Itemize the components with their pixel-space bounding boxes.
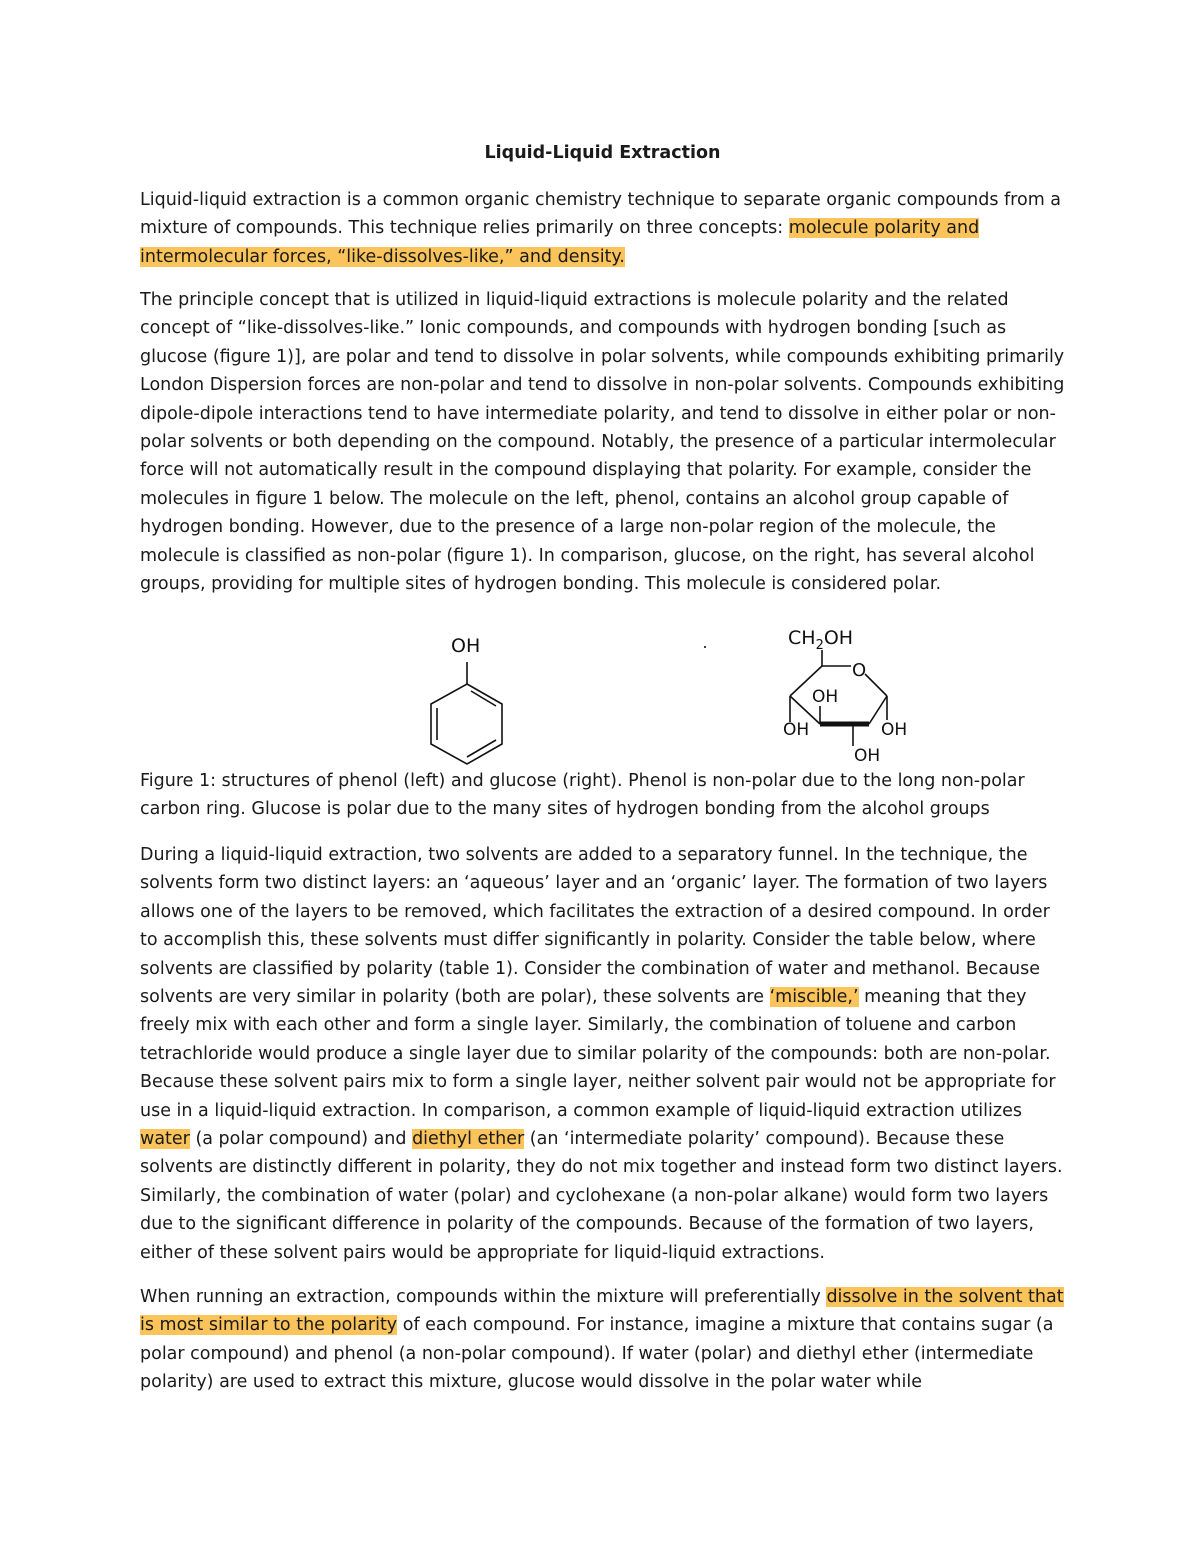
glucose-oh-top-label: OH [812,687,839,707]
figure-1-caption [140,767,1065,824]
highlighted-text: ‘miscible,’ [769,987,859,1008]
phenol-structure [431,662,502,764]
paragraph-running-extraction [140,1283,1065,1397]
document-title: Liquid-Liquid Extraction [484,143,721,163]
text-run: (an ‘intermediate polarity’ compound). Because these solvents are distinctly different in polarity, they do not mix together and instead form two distinct layers. Similarly, the combination of water (polar) and cyclohexane (a non-polar alkane) would form two layers due to the significant difference in polarity of the compounds. Because of the formation of two layers, either of these solvent pairs would be appropriate for liquid-liquid extractions. [140,1129,1063,1263]
text-run: The principle concept that is utilized in liquid-liquid extractions is molecule polarity and the related concept of “like-dissolves-like.” Ionic compounds, and compounds with hydrogen bonding [such as glucose (figure 1)], are polar and tend to dissolve in polar solvents, while compounds exhibiting primarily London Dispersion forces are non-polar and tend to dissolve in non-polar solvents. Compounds exhibiting dipole-dipole interactions tend to have intermediate polarity, and tend to dissolve in either polar or non-polar solvents or both depending on the compound. Notably, the presence of a particular intermolecular force will not automatically result in the compound displaying that polarity. For example, consider the molecules in figure 1 below. The molecule on the left, phenol, contains an alcohol group capable of hydrogen bonding. However, due to the presence of a large non-polar region of the molecule, the molecule is classified as non-polar (figure 1). In comparison, glucose, on the right, has several alcohol groups, providing for multiple sites of hydrogen bonding. This molecule is considered polar. [140,290,1065,595]
text-run: Liquid-liquid extraction is a common organic chemistry technique to separate organic compounds from a mixture of compounds. This technique relies primarily on three concepts: [140,190,1062,239]
highlighted-text: molecule polarity and intermolecular forces, “like-dissolves-like,” and density. [140,218,980,267]
glucose-ch2oh-label: $CH_2OH$ [788,627,854,653]
paragraph-polarity-concept [140,286,1065,598]
glucose-oh-bottom-label: OH [854,746,881,766]
text-run: meaning that they freely mix with each other and form a single layer. Similarly, the combination of toluene and carbon tetrachloride would produce a single layer due to similar polarity of the compounds: both are non-polar. Because these solvent pairs mix to form a single layer, neither solvent pair would not be appropriate for use in a liquid-liquid extraction. In comparison, a common example of liquid-liquid extraction utilizes [140,987,1056,1121]
text-run: During a liquid-liquid extraction, two solvents are added to a separatory funnel. In the technique, the solvents form two distinct layers: an ‘aqueous’ layer and an ‘organic’ layer. The formation of two layers allows one of the layers to be removed, which facilitates the extraction of a desired compound. In order to accomplish this, these solvents must differ significantly in polarity. Consider the table below, where solvents are classified by polarity (table 1). Consider the combination of water and methanol. Because solvents are very similar in polarity (both are polar), these solvents are [140,845,1050,1008]
figure-1-structures [415,627,908,768]
text-run: Figure 1: structures of phenol (left) and glucose (right). Phenol is non-polar due to the long non-polar carbon ring. Glucose is polar due to the many sites of hydrogen bonding from the alcohol groups [140,771,1025,820]
text-run: When running an extraction, compounds within the mixture will preferentially [140,1287,827,1307]
phenol-oh-label: OH [451,635,481,657]
glucose-oh-left-label: OH [783,720,810,740]
highlighted-text: water [140,1129,190,1150]
highlighted-text: dissolve in the solvent that is most similar to the polarity [140,1287,1064,1336]
glucose-oh-right-label: OH [881,720,908,740]
text-run: (a polar compound) and [189,1129,413,1150]
paragraph-intro [140,186,1065,271]
paragraph-extraction-solvents [140,841,1065,1267]
figure-1 [415,627,908,768]
glucose-ring-o-label: O [852,660,867,681]
highlighted-text: diethyl ether [412,1129,525,1150]
text-run: of each compound. For instance, imagine a mixture that contains sugar (a polar compound) and phenol (a non-polar compound). If water (polar) and diethyl ether (intermediate polarity) are used to extract this mixture, glucose would dissolve in the polar water while [140,1315,1054,1393]
